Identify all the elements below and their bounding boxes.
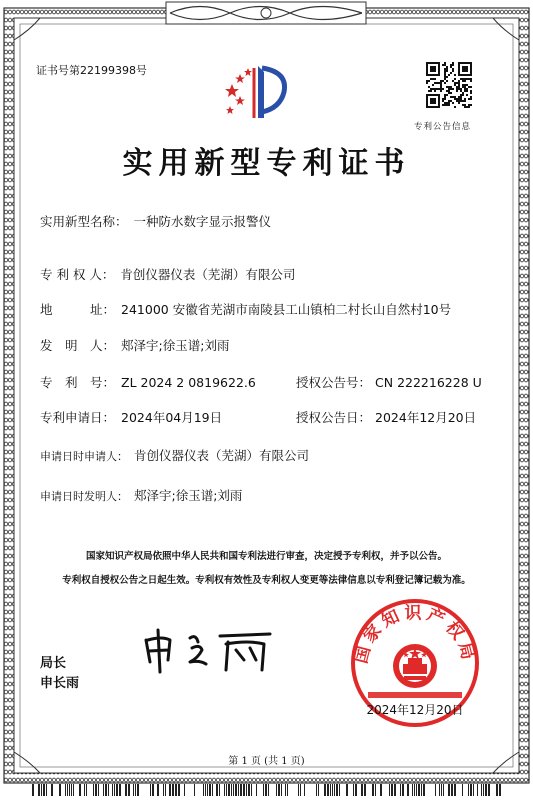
field-grant-pub-number — [296, 373, 482, 391]
field-value: 郏泽宇;徐玉谱;刘雨 — [121, 338, 230, 353]
qr-caption: 专利公告信息 — [414, 122, 472, 132]
field-value: 郏泽宇;徐玉谱;刘雨 — [134, 488, 243, 503]
certificate-number: 证书号第22199398号 — [36, 64, 147, 77]
seal-text: 国家知识产权局 — [351, 603, 479, 666]
field-value: CN 222216228 U — [375, 375, 482, 390]
field-value: 2024年04月19日 — [121, 410, 223, 425]
field-patentee — [40, 265, 295, 283]
field-label: 地 址： — [40, 302, 116, 317]
signature — [140, 626, 280, 674]
field-label: 专利申请日： — [40, 410, 116, 425]
notice-line-2: 专利权自授权公告之日起生效。专利权有效性及专利权人变更等法律信息以专利登记簿记载为准。 — [62, 575, 471, 586]
director-title: 局长 — [40, 656, 67, 671]
field-label: 专 利 权 人： — [40, 267, 115, 282]
barcode-strip — [32, 784, 501, 796]
top-ornament — [166, 2, 366, 24]
field-value: 241000 安徽省芜湖市南陵县工山镇柏二村长山自然村10号 — [121, 302, 452, 317]
field-label: 发 明 人： — [40, 338, 116, 353]
certificate-title: 实用新型专利证书 — [122, 146, 411, 181]
field-utility-name — [40, 212, 271, 230]
director-name: 申长雨 — [40, 676, 80, 691]
field-applicant — [40, 446, 309, 464]
field-applicant-inventor — [40, 486, 242, 504]
field-label: 申请日时申请人： — [40, 450, 128, 463]
cnipa-logo — [218, 62, 298, 122]
field-address — [40, 300, 451, 318]
national-emblem-icon — [393, 644, 437, 688]
field-inventor — [40, 336, 229, 354]
qr-code[interactable] — [426, 62, 472, 108]
field-value: 一种防水数字显示报警仪 — [133, 214, 272, 229]
field-label: 授权公告日： — [296, 410, 372, 425]
field-filing-date — [40, 408, 222, 426]
field-value: 肯创仪器仪表（芜湖）有限公司 — [120, 267, 296, 282]
field-label: 申请日时发明人： — [40, 490, 128, 503]
field-patent-number — [40, 373, 256, 391]
field-label: 实用新型名称： — [40, 214, 128, 229]
page-number: 第 1 页 (共 1 页) — [228, 756, 305, 767]
notice-line-1: 国家知识产权局依照中华人民共和国专利法进行审查，决定授予专利权，并予以公告。 — [85, 551, 447, 562]
field-value: ZL 2024 2 0819622.6 — [121, 375, 256, 390]
field-label: 专 利 号： — [40, 375, 116, 390]
field-label: 授权公告号： — [296, 375, 372, 390]
field-value: 肯创仪器仪表（芜湖）有限公司 — [134, 448, 310, 463]
field-value: 2024年12月20日 — [375, 410, 477, 425]
stamp-date: 2024年12月20日 — [366, 703, 464, 717]
field-grant-pub-date — [296, 408, 476, 426]
